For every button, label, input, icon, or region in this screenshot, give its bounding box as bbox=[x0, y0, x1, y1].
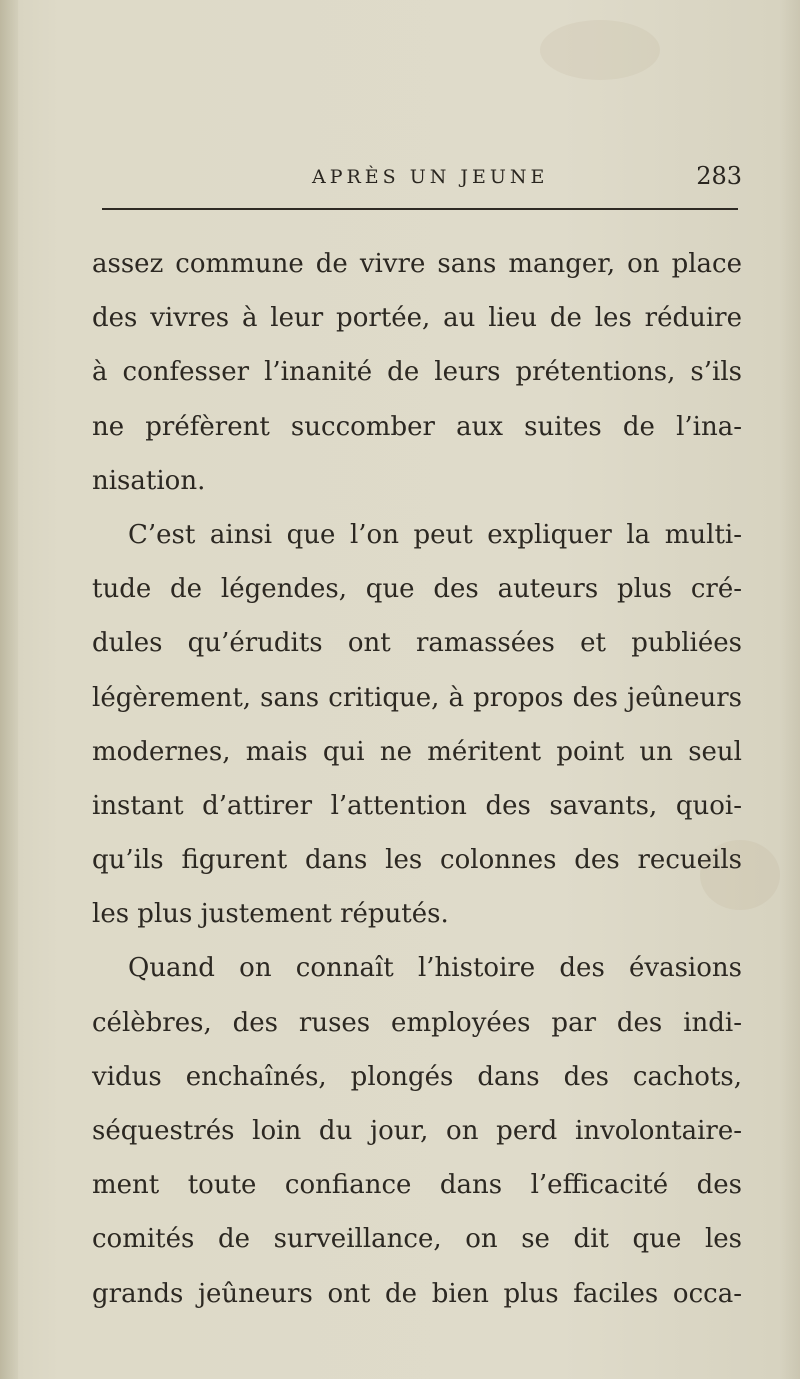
text-line: ment toute confiance dans l’efficacité des bbox=[92, 1170, 742, 1201]
text-line: séquestrés loin du jour, on perd involontaire- bbox=[92, 1116, 742, 1146]
text-line: légèrement, sans critique, à propos des jeûneurs bbox=[92, 682, 742, 713]
text-line: nisation. bbox=[92, 465, 206, 496]
text-line: grands jeûneurs ont de bien plus faciles occa- bbox=[92, 1278, 742, 1309]
header-rule bbox=[102, 208, 738, 210]
text-line: tude de légendes, que des auteurs plus cré- bbox=[92, 574, 742, 605]
text-line: à confesser l’inanité de leurs prétentions, s’ils bbox=[92, 357, 742, 388]
text-line: instant d’attirer l’attention des savants, quoi- bbox=[92, 790, 742, 821]
text-line: dules qu’érudits ont ramassées et publiées bbox=[92, 628, 742, 659]
text-line: Quand on connaît l’histoire des évasions bbox=[128, 953, 742, 984]
text-line: comités de surveillance, on se dit que les bbox=[92, 1224, 742, 1255]
paper-stain bbox=[540, 20, 660, 80]
page-number: 283 bbox=[696, 162, 742, 190]
text-line: assez commune de vivre sans manger, on place bbox=[92, 249, 742, 279]
text-line: célèbres, des ruses employées par des indi- bbox=[92, 1007, 742, 1038]
text-line: qu’ils figurent dans les colonnes des recueils bbox=[92, 845, 742, 876]
text-line: modernes, mais qui ne méritent point un seul bbox=[92, 736, 742, 767]
text-line: C’est ainsi que l’on peut expliquer la multi- bbox=[128, 519, 742, 550]
running-title: APRÈS UN JEUNE bbox=[312, 166, 549, 188]
page-right-shadow bbox=[780, 0, 800, 1379]
text-line: vidus enchaînés, plongés dans des cachots, bbox=[92, 1061, 742, 1092]
text-line: les plus justement réputés. bbox=[92, 899, 449, 930]
text-line: des vivres à leur portée, au lieu de les réduire bbox=[92, 303, 742, 334]
running-header bbox=[92, 162, 742, 202]
text-line: ne préfèrent succomber aux suites de l’ina- bbox=[92, 411, 742, 442]
body-text bbox=[92, 237, 742, 1321]
page-left-edge bbox=[0, 0, 18, 1379]
